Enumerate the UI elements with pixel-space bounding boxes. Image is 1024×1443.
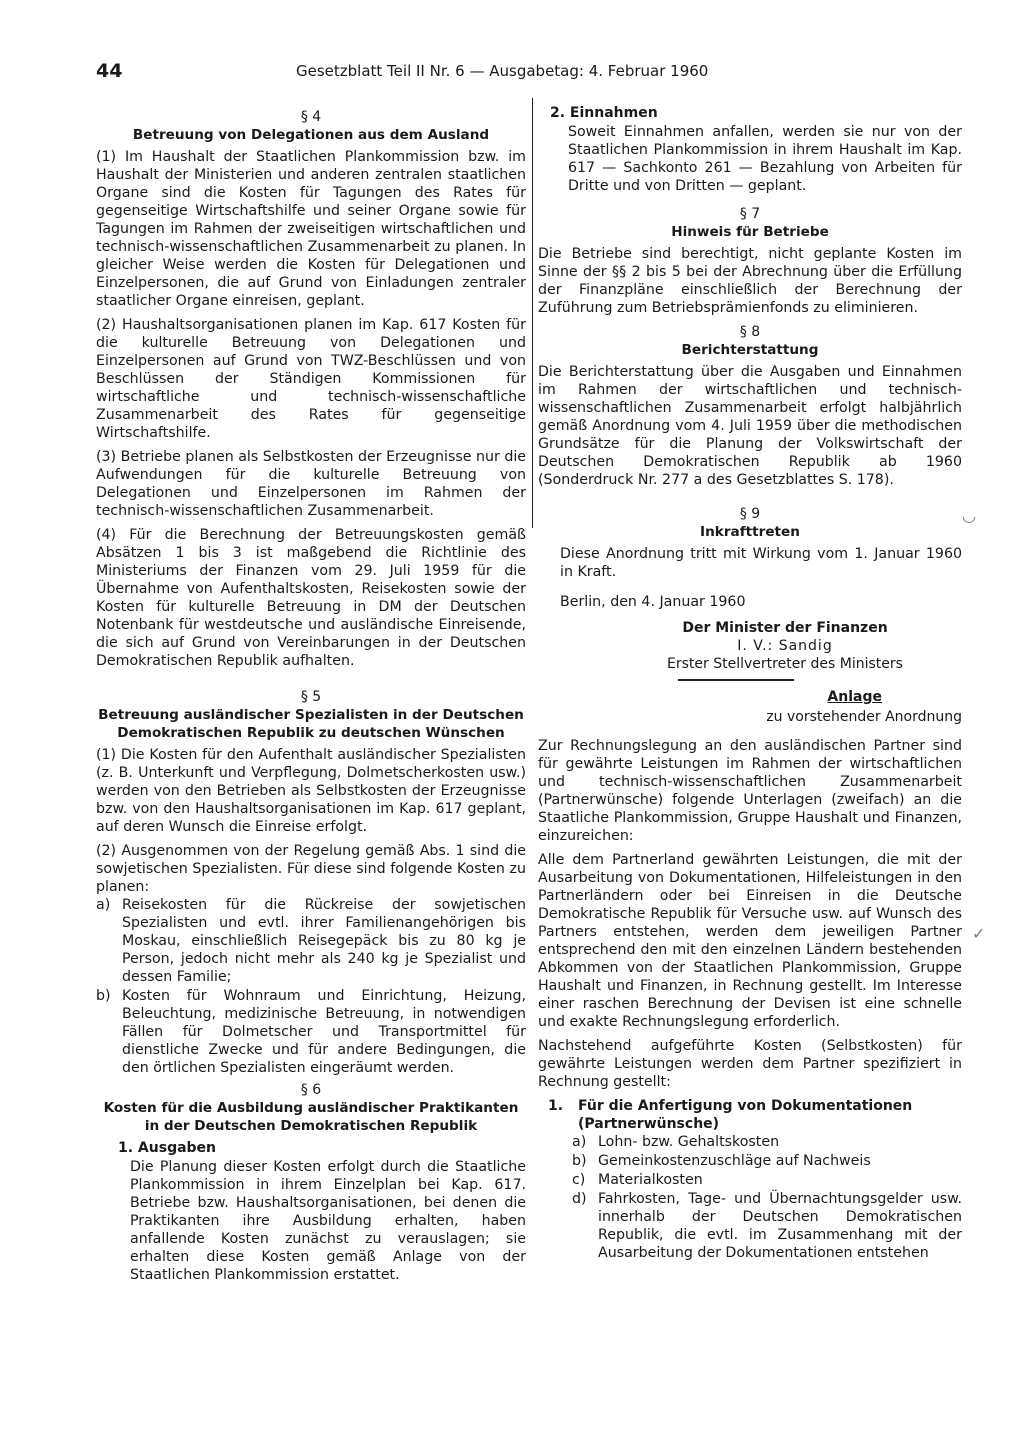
list-item — [572, 1190, 962, 1262]
anlage-subitem-list — [572, 1133, 962, 1262]
list-item — [572, 1171, 962, 1189]
section-8-title: Berichterstattung — [681, 342, 819, 358]
column-divider — [532, 98, 533, 528]
list-item — [96, 896, 526, 986]
section-7-title: Hinweis für Betriebe — [671, 224, 829, 240]
section-9-text: Diese Anordnung tritt mit Wirkung vom 1. Januar 1960 in Kraft. — [560, 546, 962, 580]
margin-tick-mark: ◡ — [962, 506, 976, 525]
header-title: Gesetzblatt Teil II Nr. 6 — Ausgabetag: 4. Februar 1960 — [296, 62, 709, 80]
section-9-number: § 9 — [739, 506, 761, 522]
anlage-paragraph-2: Alle dem Partnerland gewährten Leistungen, die mit der Ausarbeitung von Dokumentationen, Hilfeleistungen in den Partnerländern oder bei Einreisen in die Deutsche Demokratische Republik für Versuche usw. auf Wunsch des Partners entstehen, werden dem jeweiligen Partner entsprechend den mit den einzelnen Ländern bestehenden Abkommen von der Staatlichen Plankommission, Gruppe Haushalt und Finanzen, in Rechnung gestellt. Im Interesse einer raschen Berechnung der Devisen ist eine schnelle und exakte Rechnungslegung erforderlich. — [538, 852, 962, 1030]
list-item — [572, 1133, 962, 1151]
anlage-subtitle: zu vorstehender Anordnung — [766, 709, 962, 725]
signature-place-date: Berlin, den 4. Januar 1960 — [560, 594, 746, 610]
anlage-item-1 — [548, 1097, 962, 1133]
list-item-label: b) — [572, 1153, 587, 1169]
page-header — [96, 60, 954, 90]
section-5-number: § 5 — [300, 689, 322, 705]
section-8-number: § 8 — [739, 324, 761, 340]
list-item-label: c) — [572, 1172, 586, 1188]
section-6-title: Kosten für die Ausbildung ausländischer Praktikanten in der Deutschen Demokratischen Republik — [103, 1100, 519, 1134]
right-column — [538, 104, 962, 1263]
signature-role: Erster Stellvertreter des Ministers — [667, 656, 903, 672]
section-4-paragraph-3: (3) Betriebe planen als Selbstkosten der Erzeugnisse nur die Aufwendungen für die kulturelle Betreuung von Delegationen und Einzelpersonen im Rahmen der technisch-wissenschaftlichen Zusammenarbeit. — [96, 449, 526, 519]
signature-signer: I. V.: Sandig — [737, 638, 833, 654]
list-item-label: d) — [572, 1191, 587, 1207]
section-8-text: Die Berichterstattung über die Ausgaben und Einnahmen im Rahmen der wirtschaftlichen und technisch-wissenschaftlichen Zusammenarbeit erfolgt halbjährlich gemäß Anordnung vom 4. Juli 1959 über die methodischen Grundsätze für die Planung der Volkswirtschaft der Deutschen Demokratischen Republik ab 1960 (Sonderdruck Nr. 277 a des Gesetzblattes S. 178). — [538, 364, 962, 488]
section-6-sub2-text: Soweit Einnahmen anfallen, werden sie nur von der Staatlichen Plankommission in ihrem Haushalt im Kap. 617 — Sachkonto 261 — Bezahlung von Arbeiten für Dritte und von Dritten — geplant. — [568, 124, 962, 194]
margin-check-mark: ✓ — [972, 924, 986, 943]
anlage-title: Anlage — [827, 689, 882, 705]
list-item-label: a) — [96, 897, 111, 913]
section-6-number: § 6 — [300, 1082, 322, 1098]
section-4-number: § 4 — [300, 109, 322, 125]
list-item-text: Materialkosten — [598, 1172, 703, 1188]
list-item-label: b) — [96, 988, 111, 1004]
section-4-paragraph-2: (2) Haushaltsorganisationen planen im Kap. 617 Kosten für die kulturelle Betreuung von Delegationen und Einzelpersonen auf Grund von TWZ-Beschlüssen und von Beschlüssen der Ständigen Kommissionen für wirtschaftliche und technisch-wissenschaftliche Zusammenarbeit des Rates für gegenseitige Wirtschaftshilfe. — [96, 317, 526, 441]
section-6-sub1-text: Die Planung dieser Kosten erfolgt durch die Staatliche Plankommission in ihrem Einzelplan bei Kap. 617. Betriebe bzw. Haushaltsorganisationen, bei denen die Praktikanten ihre Ausbildung erhalten, haben anfallende Kosten zunächst zu verauslagen; sie erhalten diese Kosten gemäß Anlage von der Staatlichen Plankommission erstattet. — [130, 1159, 526, 1283]
list-item-label: a) — [572, 1134, 587, 1150]
anlage-item-1-text: Für die Anfertigung von Dokumentationen (Partnerwünsche) — [578, 1098, 913, 1132]
section-4-title: Betreuung von Delegationen aus dem Ausland — [132, 127, 490, 143]
anlage-paragraph-3: Nachstehend aufgeführte Kosten (Selbstkosten) für gewährte Leistungen werden dem Partner spezifiziert in Rechnung gestellt: — [538, 1038, 962, 1090]
list-item — [96, 987, 526, 1077]
page-number: 44 — [96, 60, 123, 82]
list-item-text: Lohn- bzw. Gehaltskosten — [598, 1134, 780, 1150]
section-7-number: § 7 — [739, 206, 761, 222]
section-5-title: Betreuung ausländischer Spezialisten in der Deutschen Demokratischen Republik zu deutschen Wünschen — [98, 707, 524, 741]
section-4-paragraph-4: (4) Für die Berechnung der Betreuungskosten gemäß Absätzen 1 bis 3 ist maßgebend die Richtlinie des Ministeriums der Finanzen vom 29. Juli 1959 für die Übernahme von Aufenthaltskosten, Reisekosten sowie der Kosten für kulturelle Betreuung in DM der Deutschen Notenbank für westdeutsche und ausländische Einreisende, die sich auf Grund von Vereinbarungen in der Deutschen Demokratischen Republik aufhalten. — [96, 527, 526, 669]
section-9-title: Inkrafttreten — [700, 524, 800, 540]
list-item-text: Reisekosten für die Rückreise der sowjetischen Spezialisten und evtl. ihrer Familienangehörigen bis Moskau, einschließlich Reisegepäck bis zu 80 kg je Person, jedoch nicht mehr als 240 kg je Spezialist und dessen Familie; — [122, 897, 526, 985]
section-5-paragraph-2: (2) Ausgenommen von der Regelung gemäß Abs. 1 sind die sowjetischen Spezialisten. Für diese sind folgende Kosten zu planen: — [96, 843, 526, 895]
list-item-text: Kosten für Wohnraum und Einrichtung, Heizung, Beleuchtung, medizinische Betreuung, in notwendigen Fällen für Dolmetscher und Transportmittel für dienstliche Zwecke und für andere Bedingungen, die den örtlichen Spezialisten eingeräumt werden. — [122, 988, 526, 1076]
section-7-text: Die Betriebe sind berechtigt, nicht geplante Kosten im Sinne der §§ 2 bis 5 bei der Abrechnung über die Erfüllung der Finanzpläne einschließlich der Berechnung der Zuführung zum Betriebsprämienfonds zu eliminieren. — [538, 246, 962, 316]
left-column — [96, 104, 526, 1284]
list-item-text: Fahrkosten, Tage- und Übernachtungsgelder usw. innerhalb der Deutschen Demokratischen Republik, die evtl. im Zusammenhang mit der Ausarbeitung der Dokumentationen entstehen — [598, 1191, 962, 1261]
section-6-sub1-title: 1. Ausgaben — [118, 1140, 217, 1156]
list-item-text: Gemeinkostenzuschläge auf Nachweis — [598, 1153, 871, 1169]
separator-rule — [678, 679, 794, 681]
list-item — [572, 1152, 962, 1170]
anlage-paragraph-1: Zur Rechnungslegung an den ausländischen Partner sind für gewährte Leistungen im Rahmen der wirtschaftlichen und technisch-wissenschaftlichen Zusammenarbeit (Partnerwünsche) folgende Unterlagen (zweifach) an die Staatliche Plankommission, Gruppe Haushalt und Finanzen, einzureichen: — [538, 738, 962, 844]
signature-office: Der Minister der Finanzen — [682, 620, 888, 636]
section-5-paragraph-1: (1) Die Kosten für den Aufenthalt ausländischer Spezialisten (z. B. Unterkunft und Verpflegung, Dolmetscherkosten usw.) werden von den Betrieben als Selbstkosten der Erzeugnisse bzw. von den Haushaltsorganisationen im Kap. 617 geplant, auf deren Wunsch die Einreise erfolgt. — [96, 747, 526, 835]
section-6-sub2-title: 2. Einnahmen — [550, 105, 658, 121]
anlage-item-1-label: 1. — [548, 1098, 564, 1114]
section-4-paragraph-1: (1) Im Haushalt der Staatlichen Plankommission bzw. im Haushalt der Ministerien und anderen zentralen staatlichen Organe sind die Kosten für Tagungen des Rates für gegenseitige Wirtschaftshilfe und seiner Organe sowie für Tagungen im Rahmen der zweiseitigen wirtschaftlichen und technisch-wissenschaftlichen Zusammenarbeit zu planen. In gleicher Weise werden die Kosten für Delegationen und Einzelpersonen, die auf Grund von Einladungen zentraler staatlicher Organe einreisen, geplant. — [96, 149, 526, 309]
